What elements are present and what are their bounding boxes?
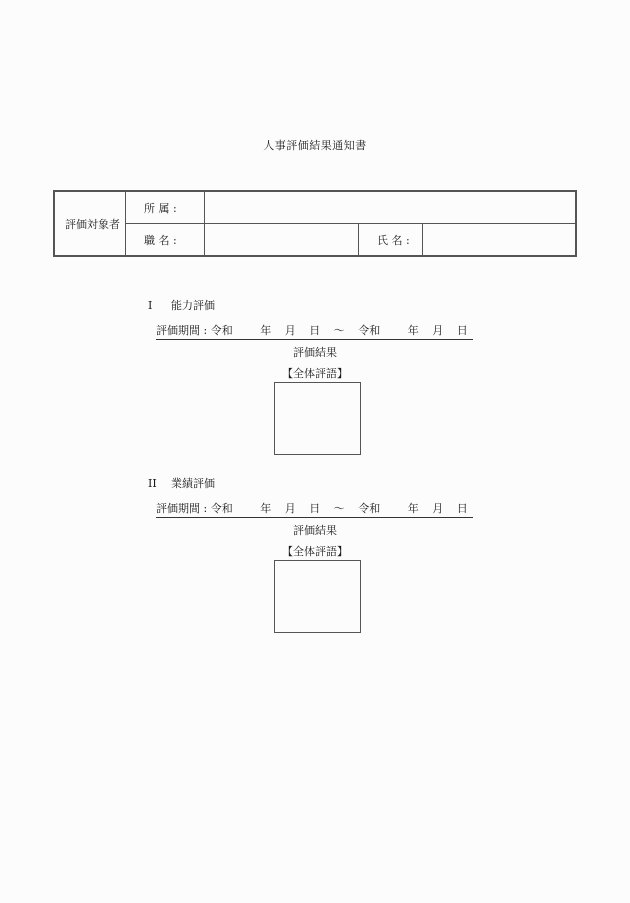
overall-rating-box-ability[interactable] [274, 382, 361, 455]
name-field[interactable] [423, 224, 577, 257]
name-label: 氏 名 : [359, 224, 423, 257]
position-field[interactable] [205, 224, 359, 257]
result-label-performance: 評価結果 [293, 524, 337, 537]
document-title: 人事評価結果通知書 [263, 139, 367, 152]
evaluation-target-table [53, 190, 577, 257]
result-label-ability: 評価結果 [293, 346, 337, 359]
section-number: II [148, 477, 157, 490]
overall-label-ability: 【全体評語】 [282, 367, 348, 380]
evaluation-period-performance: 評価期間 : 令和 年 月 日 〜 令和 年 月 日 [156, 500, 473, 518]
affiliation-label: 所 属 : [126, 191, 205, 224]
position-label: 職 名 : [126, 224, 205, 257]
section-heading-performance [148, 475, 215, 491]
evaluation-period-ability: 評価期間 : 令和 年 月 日 〜 令和 年 月 日 [156, 322, 473, 340]
section-number: I [148, 299, 153, 312]
affiliation-field[interactable] [205, 191, 577, 224]
evaluatee-label: 評価対象者 [54, 191, 126, 256]
overall-rating-box-performance[interactable] [274, 560, 361, 633]
section-heading-ability [148, 297, 215, 313]
overall-label-performance: 【全体評語】 [282, 545, 348, 558]
section-title: 業績評価 [171, 477, 215, 490]
section-title: 能力評価 [171, 299, 215, 312]
